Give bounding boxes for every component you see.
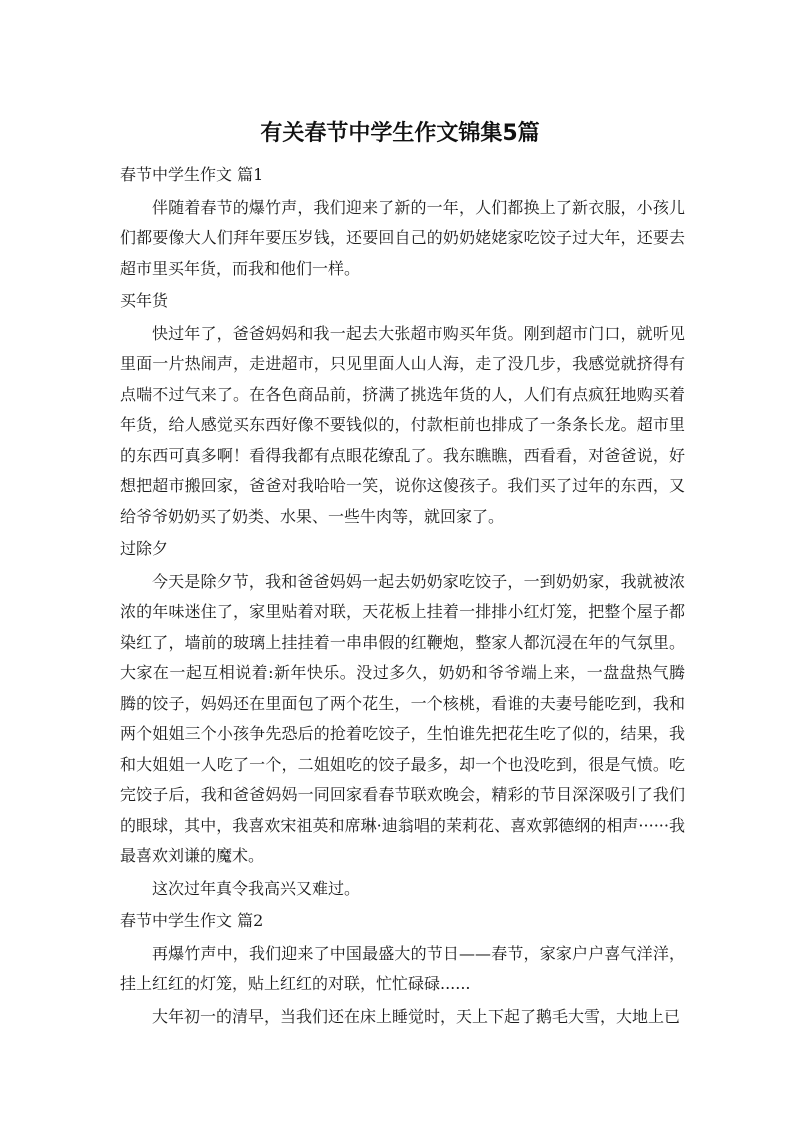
paragraph: 伴随着春节的爆竹声，我们迎来了新的一年，人们都换上了新衣服，小孩儿们都要像大人们拜年要压岁钱，还要回自己的奶奶姥姥家吃饺子过大年，还要去超市里买年货，而我和他们一样。: [120, 197, 685, 278]
document-body: [120, 160, 685, 1034]
paragraph: 再爆竹声中，我们迎来了中国最盛大的节日——春节，家家户户喜气洋洋，挂上红红的灯笼，贴上红红的对联，忙忙碌碌......: [120, 943, 685, 993]
document-title: 有关春节中学生作文锦集5篇: [260, 121, 540, 146]
paragraph: 大年初一的清早，当我们还在床上睡觉时，天上下起了鹅毛大雪，大地上已: [152, 1006, 681, 1026]
paragraph: 这次过年真令我高兴又难过。: [152, 878, 361, 898]
paragraph: 快过年了，爸爸妈妈和我一起去大张超市购买年货。刚到超市门口，就听见里面一片热闹声，走进超市，只见里面人山人海，走了没几步，我感觉就挤得有点喘不过气来了。在各色商品前，挤满了挑选年货的人，人们有点疯狂地购买着年货，给人感觉买东西好像不要钱似的，付款柜前也排成了一条条长龙。超市里的东西可真多啊！看得我都有点眼花缭乱了。我东瞧瞧，西看看，对爸爸说，好想把超市搬回家，爸爸对我哈哈一笑，说你这傻孩子。我们买了过年的东西，又给爷爷奶奶买了奶类、水果、一些牛肉等，就回家了。: [120, 323, 685, 526]
section-heading: 春节中学生作文 篇1: [120, 165, 264, 184]
section-heading: 春节中学生作文 篇2: [120, 911, 264, 930]
subheading: 买年货: [120, 291, 169, 310]
paragraph: 今天是除夕节，我和爸爸妈妈一起去奶奶家吃饺子，一到奶奶家，我就被浓浓的年味迷住了，家里贴着对联，天花板上挂着一排排小红灯笼，把整个屋子都染红了，墙前的玻璃上挂挂着一串串假的红鞭炮，整家人都沉浸在年的气氛里。大家在一起互相说着:新年快乐。没过多久，奶奶和爷爷端上来，一盘盘热气腾腾的饺子，妈妈还在里面包了两个花生，一个核桃，看谁的夫妻号能吃到，我和两个姐姐三个小孩争先恐后的抢着吃饺子，生怕谁先把花生吃了似的，结果，我和大姐姐一人吃了一个，二姐姐吃的饺子最多，却一个也没吃到，很是气愤。吃完饺子后，我和爸爸妈妈一同回家看春节联欢晚会，精彩的节目深深吸引了我们的眼球，其中，我喜欢宋祖英和席琳·迪翁唱的茉莉花、喜欢郭德纲的相声······我最喜欢刘谦的魔术。: [120, 571, 685, 865]
subheading: 过除夕: [120, 539, 169, 558]
